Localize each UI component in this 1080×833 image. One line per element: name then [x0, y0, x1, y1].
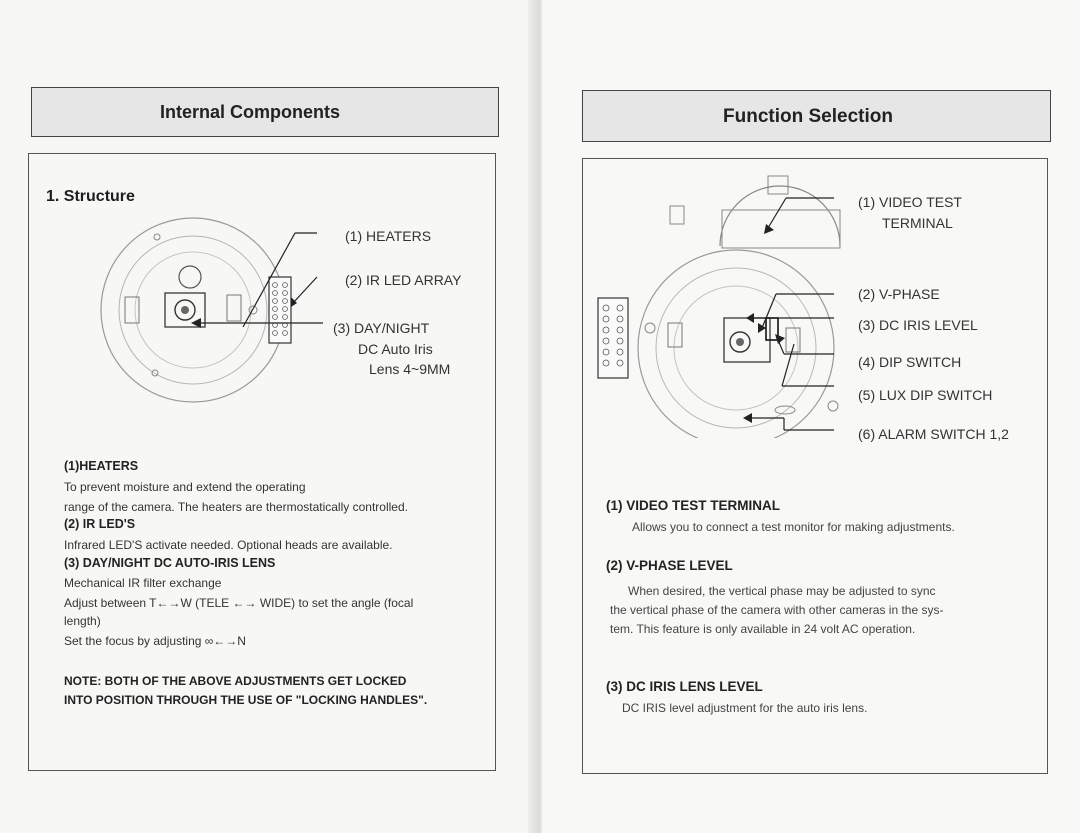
lens-line-3: length)	[64, 614, 101, 628]
callout-dc-iris-level: (3) DC IRIS LEVEL	[858, 317, 978, 333]
internal-components-title-box	[31, 87, 499, 137]
callout-lux-dip-switch: (5) LUX DIP SWITCH	[858, 387, 993, 403]
ir-leds-title: (2) IR LED'S	[64, 517, 136, 531]
v-phase-level-title: (2) V-PHASE LEVEL	[606, 558, 733, 573]
right-page	[542, 0, 1080, 833]
ir-leds-line-1: Infrared LED'S activate needed. Optional heads are available.	[64, 538, 393, 552]
page-title: Internal Components	[160, 102, 341, 122]
callout-dc-auto-iris: DC Auto Iris	[358, 341, 433, 357]
v-phase-line-2: the vertical phase of the camera with other cameras in the sys-	[610, 603, 944, 617]
v-phase-line-3: tem. This feature is only available in 24 volt AC operation.	[610, 622, 916, 636]
left-page	[0, 0, 538, 833]
callout-video-test-terminal: TERMINAL	[882, 215, 953, 231]
callout-lens-range: Lens 4~9MM	[369, 361, 451, 377]
heaters-title: (1)HEATERS	[64, 459, 139, 473]
note-line-1: NOTE: BOTH OF THE ABOVE ADJUSTMENTS GET LOCKED	[64, 674, 407, 688]
callout-dip-switch: (4) DIP SWITCH	[858, 354, 962, 370]
function-selection-title-box	[582, 90, 1051, 142]
dc-iris-lens-level-title: (3) DC IRIS LENS LEVEL	[606, 679, 763, 694]
lens-title: (3) DAY/NIGHT DC AUTO-IRIS LENS	[64, 556, 276, 570]
page-title: Function Selection	[723, 106, 893, 127]
function-selection-diagram	[590, 168, 860, 438]
structure-heading: 1. Structure	[46, 188, 135, 205]
callout-day-night: (3) DAY/NIGHT	[333, 320, 430, 336]
lens-line-4: Set the focus by adjusting ∞←→N	[64, 634, 246, 648]
heaters-line-1: To prevent moisture and extend the operating	[64, 480, 306, 494]
video-test-terminal-title: (1) VIDEO TEST TERMINAL	[606, 498, 781, 513]
video-test-terminal-line-1: Allows you to connect a test monitor for making adjustments.	[632, 520, 955, 534]
callout-alarm-switch: (6) ALARM SWITCH 1,2	[858, 426, 1009, 442]
callout-heaters: (1) HEATERS	[345, 228, 432, 244]
callout-v-phase: (2) V-PHASE	[858, 286, 940, 302]
lens-line-2: Adjust between T←→W (TELE ←→ WIDE) to set the angle (focal	[64, 596, 414, 610]
heaters-line-2: range of the camera. The heaters are thermostatically controlled.	[64, 500, 408, 514]
note-line-2: INTO POSITION THROUGH THE USE OF "LOCKING HANDLES".	[64, 693, 428, 707]
lens-line-1: Mechanical IR filter exchange	[64, 576, 222, 590]
callout-video-test: (1) VIDEO TEST	[858, 194, 962, 210]
v-phase-line-1: When desired, the vertical phase may be adjusted to sync	[628, 584, 936, 598]
callout-ir-led-array: (2) IR LED ARRAY	[345, 272, 462, 288]
dc-iris-line-1: DC IRIS level adjustment for the auto iris lens.	[622, 701, 868, 715]
